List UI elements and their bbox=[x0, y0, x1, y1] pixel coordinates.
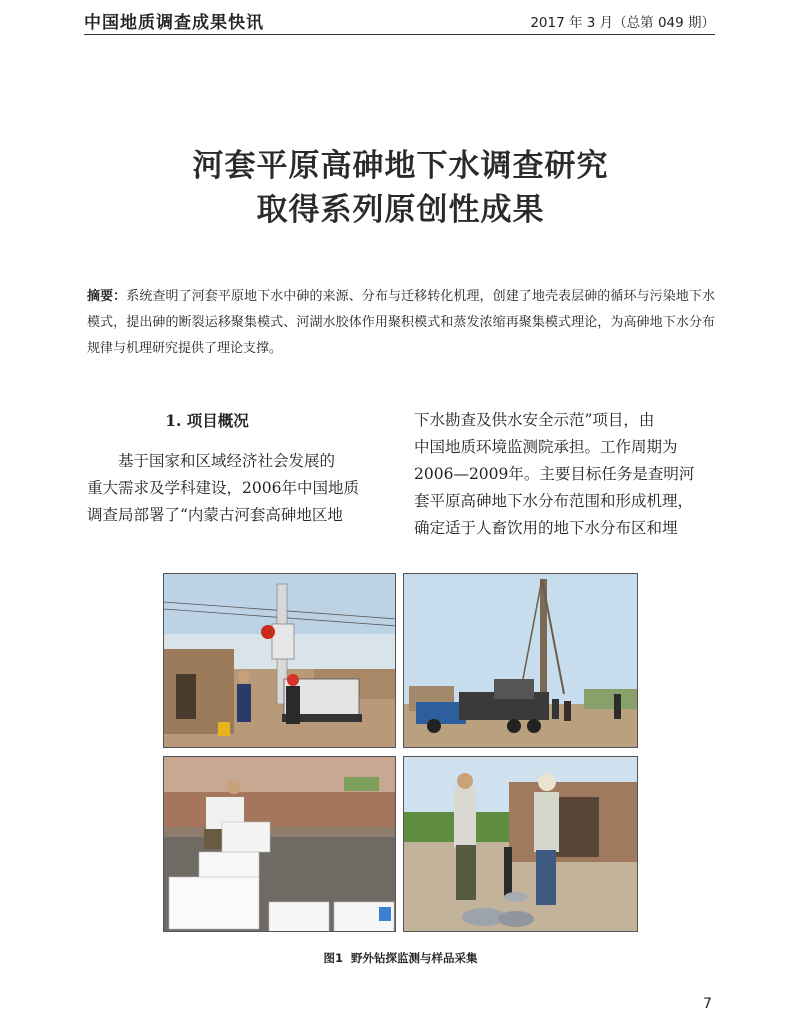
photo-drilling-rig-village bbox=[163, 573, 396, 748]
article-title-line-1: 河套平原高砷地下水调查研究 bbox=[192, 148, 609, 184]
body-line: 套平原高砷地下水分布范围和形成机理， bbox=[414, 492, 694, 510]
body-line: 调查局部署了“内蒙古河套高砷地区地 bbox=[87, 506, 343, 524]
figure-caption-text: 野外钻探监测与样品采集 bbox=[351, 951, 478, 965]
body-line: 下水勘查及供水安全示范”项目，由 bbox=[414, 411, 655, 429]
abstract bbox=[87, 284, 715, 362]
body-line: 重大需求及学科建设，2006年中国地质 bbox=[87, 479, 359, 497]
section-heading: 1. 项目概况 bbox=[165, 411, 249, 430]
body-line: 中国地质环境监测院承担。工作周期为 bbox=[414, 438, 678, 456]
body-column-left bbox=[87, 407, 387, 529]
photo-truck-drilling-rig bbox=[403, 573, 638, 748]
body-line: 2006—2009年。主要目标任务是查明河 bbox=[414, 465, 695, 483]
journal-name: 中国地质调查成果快讯 bbox=[84, 13, 264, 33]
photo-hand-pump-sampling bbox=[403, 756, 638, 932]
article-title-line-2: 取得系列原创性成果 bbox=[256, 192, 545, 228]
abstract-text: 系统查明了河套平原地下水中砷的来源、分布与迁移转化机理，创建了地壳表层砷的循环与污染地下水模式，提出砷的断裂运移聚集模式、河湖水胶体作用聚积模式和蒸发浓缩再聚集模式理论，为高砷地下水分布规律与机理研究提供了理论支撑。 bbox=[87, 289, 715, 356]
body-line: 确定适于人畜饮用的地下水分布区和埋 bbox=[414, 519, 678, 537]
abstract-label: 摘要： bbox=[87, 289, 127, 304]
photo-water-containers bbox=[163, 756, 396, 932]
issue-info: 2017 年 3 月（总第 049 期） bbox=[530, 15, 715, 31]
figure-number: 图1 bbox=[323, 951, 343, 965]
body-column-right bbox=[414, 407, 716, 542]
header-rule bbox=[84, 34, 715, 35]
body-line: 基于国家和区域经济社会发展的 bbox=[118, 452, 336, 470]
page-number: 7 bbox=[703, 996, 712, 1012]
figure-caption bbox=[0, 950, 801, 966]
